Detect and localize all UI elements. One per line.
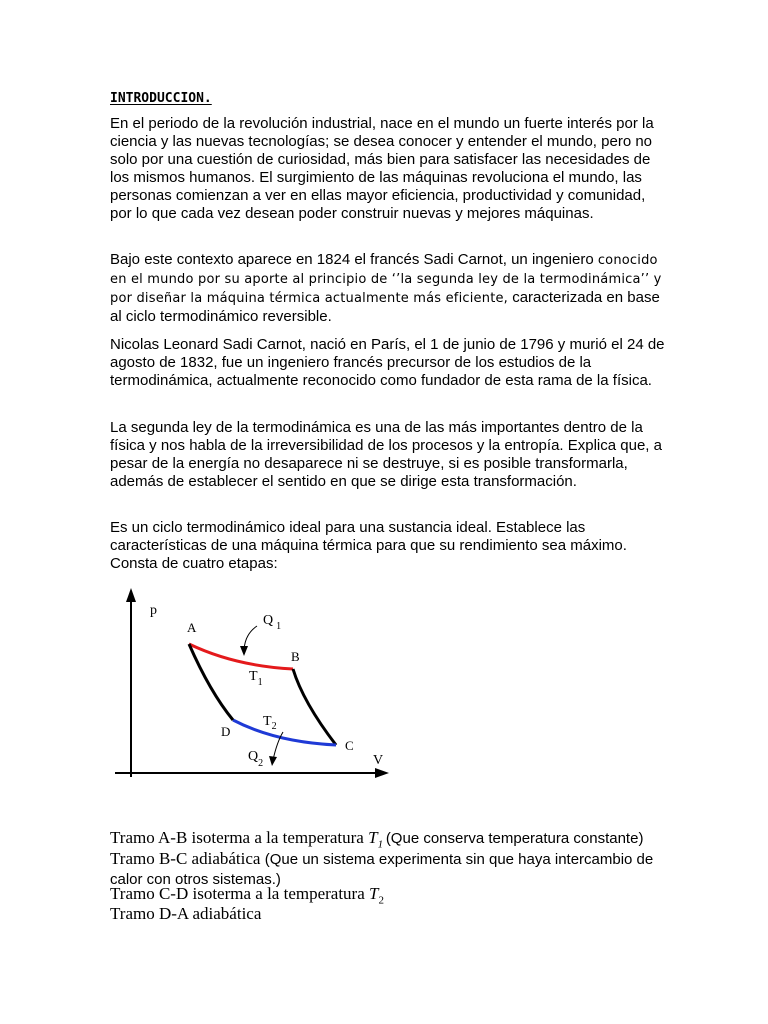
temp-label-t1 — [249, 669, 263, 688]
q1-arrowhead — [240, 646, 248, 656]
carnot-cycle-diagram — [105, 582, 395, 792]
point-label-c: C — [345, 738, 354, 753]
heat-label-q1 — [263, 613, 281, 632]
temp-label-t2 — [263, 714, 277, 732]
tramo-cd-var: T — [369, 884, 379, 903]
q2-arrowhead — [269, 756, 277, 766]
paragraph-carnot-biography: Nicolas Leonard Sadi Carnot, nació en París, el 1 de junio de 1796 y murió el 24 de agosto de 1832, fue un ingeniero francés precursor de los estudios de la termodinámica, actualmente reconocido como fundador de esta rama de la física. — [110, 336, 665, 389]
adiabatic-bc-curve — [293, 669, 336, 745]
heat-label-q1-text: Q — [263, 613, 274, 628]
heat-label-q1-sub: 1 — [276, 621, 282, 632]
temp-label-t2-text: T — [263, 714, 272, 729]
tramo-ab-sub: 1 — [377, 838, 386, 851]
axis-label-v: V — [373, 753, 384, 768]
tramo-da: Tramo D-A adiabática — [110, 904, 262, 923]
temp-label-t1-text: T — [249, 669, 258, 684]
tramo-bc — [110, 849, 670, 889]
tramo-ab-text: Tramo A-B isoterma a la temperatura — [110, 828, 369, 847]
temp-label-t1-sub: 1 — [257, 677, 263, 688]
tramo-ab-var: T — [368, 828, 378, 847]
temp-label-t2-sub: 2 — [271, 721, 277, 732]
paragraph-sadi-carnot-intro — [110, 251, 670, 326]
section-heading: INTRODUCCION. — [110, 91, 212, 106]
paragraph-carnot-cycle: Es un ciclo termodinámico ideal para una sustancia ideal. Establece las características de una máquina térmica para que su rendimiento sea máximo. Consta de cuatro etapas: — [110, 519, 627, 572]
tramo-cd-sub: 2 — [378, 894, 384, 907]
x-axis-arrow — [375, 768, 389, 778]
paragraph-sadi-carnot-intro-end: caracterizada en base al ciclo termodinámico reversible. — [110, 289, 660, 325]
heat-label-q2-sub: 2 — [258, 758, 264, 769]
paragraph-industrial-revolution: En el periodo de la revolución industrial, nace en el mundo un fuerte interés por la ciencia y las nuevas tecnologías; se desea conocer y entender el mundo, pero no solo por una cuestión de curiosidad, más bien para satisfacer las necesidades de los mismos humanos. El surgimiento de las máquinas revoluciona el mundo, las personas comienzan a ver en ellas mayor eficiencia, productividad y comunidad, por lo que cada vez desean poder construir nuevas y mejores máquinas. — [110, 115, 654, 222]
heat-label-q2 — [248, 749, 263, 769]
tramo-cd-text: Tramo C-D isoterma a la temperatura — [110, 884, 370, 903]
y-axis-arrow — [126, 588, 136, 602]
tramo-bc-note: (Que un sistema experimenta sin que haya intercambio de calor con otros sistemas.) — [110, 851, 654, 888]
tramo-ab-note: (Que conserva temperatura constante) — [385, 830, 644, 847]
paragraph-sadi-carnot-intro-line1: Bajo este contexto aparece en 1824 el francés Sadi Carnot, un ingeniero — [110, 251, 594, 268]
point-label-a: A — [187, 620, 197, 635]
point-label-b: B — [291, 649, 300, 664]
tramo-bc-text: Tramo B-C adiabática — [110, 849, 265, 868]
paragraph-second-law: La segunda ley de la termodinámica es una de las más importantes dentro de la física y nos habla de la irreversibilidad de los procesos y la entropía. Explica que, a pesar de la energía no desaparece ni se destruye, si es posible transformarla, además de establecer el sentido en que se dirige esta transformación. — [110, 419, 662, 490]
point-label-d: D — [221, 724, 231, 739]
paragraph-sadi-carnot-intro-mono: conocido en el mundo por su aporte al principio de ‘’la segunda ley de la termodinámica’’ y por diseñar la máquina térmica actualmente más eficiente, — [110, 253, 662, 306]
heat-label-q2-text: Q — [248, 749, 259, 764]
adiabatic-da-curve — [189, 644, 233, 720]
axis-label-p: p — [150, 603, 157, 618]
